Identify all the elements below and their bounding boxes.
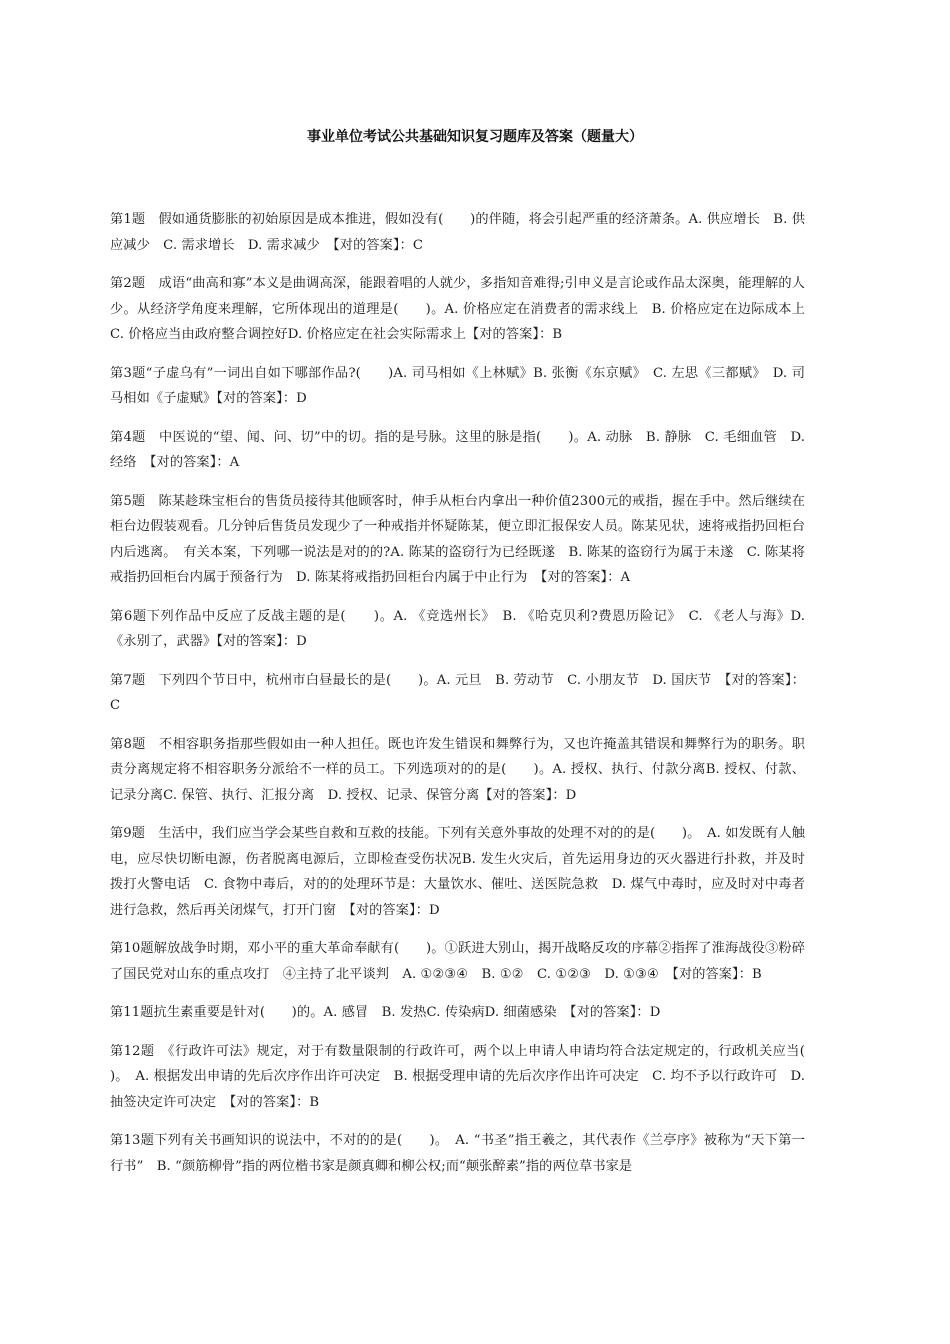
question-5: 第5题 陈某趁珠宝柜台的售货员接待其他顾客时，伸手从柜台内拿出一种价值2300元的戒指，握在手中。然后继续在柜台边假装观看。几分钟后售货员发现少了一种戒指并怀疑陈某，便立即汇报保安人员。陈某见状，速将戒指扔回柜台内后逃离。 有关本案，下列哪一说法是对的的?A. 陈某的盗窃行为已经既遂 B. 陈某的盗窃行为属于未遂 C. 陈某将戒指扔回柜台内属于预备行为 D. 陈某将戒指扔回柜台内属于中止行为 【对的答案】：A bbox=[110, 493, 805, 585]
question-10: 第10题解放战争时期，邓小平的重大革命奉献有( )。①跃进大别山，揭开战略反攻的序幕②指挥了淮海战役③粉碎了国民党对山东的重点攻打 ④主持了北平谈判 A. ①②③④ B. ①② C. ①②③ D. ①③④ 【对的答案】：B bbox=[110, 941, 805, 982]
question-4: 第4题 中医说的“望、闻、问、切”中的切。指的是号脉。这里的脉是指( )。A. 动脉 B. 静脉 C. 毛细血管 D. 经络 【对的答案】：A bbox=[110, 429, 805, 470]
question-7: 第7题 下列四个节日中，杭州市白昼最长的是( )。A. 元旦 B. 劳动节 C. 小朋友节 D. 国庆节 【对的答案】：C bbox=[110, 672, 805, 713]
question-6: 第6题下列作品中反应了反战主题的是( )。A. 《竞选州长》 B. 《哈克贝利?费恩历险记》 C. 《老人与海》D. 《永别了，武器》【对的答案】：D bbox=[110, 608, 805, 649]
document-title: 事业单位考试公共基础知识复习题库及答案（题量大） bbox=[307, 129, 643, 145]
question-2: 第2题 成语“曲高和寡”本义是曲调高深，能跟着唱的人就少，多指知音难得;引申义是言论或作品太深奥，能理解的人少。从经济学角度来理解，它所体现出的道理是( )。A. 价格应定在消费者的需求线上 B. 价格应定在边际成本上C. 价格应当由政府整合调控好D. 价格应定在社会实际需求上【对的答案】：B bbox=[110, 276, 805, 342]
question-13: 第13题下列有关书画知识的说法中，不对的的是( )。 A. “书圣”指王羲之，其代表作《兰亭序》被称为“天下第一行书” B. “颜筋柳骨”指的两位楷书家是颜真卿和柳公权;而“颠张醉素”指的两位草书家是 bbox=[110, 1133, 805, 1174]
question-9: 第9题 生活中，我们应当学会某些自救和互救的技能。下列有关意外事故的处理不对的的是( )。 A. 如发既有人触电，应尽快切断电源，伤者脱离电源后，立即检查受伤状况B. 发生火灾后，首先运用身边的灭火器进行扑救，并及时拨打火警电话 C. 食物中毒后，对的的处理环节是：大量饮水、催吐、送医院急救 D. 煤气中毒时，应及时对中毒者进行急救，然后再关闭煤气，打开门窗 【对的答案】：D bbox=[110, 826, 805, 918]
question-3: 第3题“子虚乌有”一词出自如下哪部作品?( )A. 司马相如《上林赋》B. 张衡《东京赋》 C. 左思《三都赋》 D. 司马相如《子虚赋》【对的答案】：D bbox=[110, 365, 805, 406]
question-8: 第8题 不相容职务指那些假如由一种人担任。既也许发生错误和舞弊行为，又也许掩盖其错误和舞弊行为的职务。职责分离规定将不相容职务分派给不一样的员工。下列选项对的的是( )。A. 授权、执行、付款分离B. 授权、付款、记录分离C. 保管、执行、汇报分离 D. 授权、记录、保管分离【对的答案】：D bbox=[110, 736, 805, 803]
question-11: 第11题抗生素重要是针对( )的。A. 感冒 B. 发热C. 传染病D. 细菌感染 【对的答案】：D bbox=[110, 1005, 661, 1020]
question-list bbox=[110, 207, 832, 1192]
question-1: 第1题 假如通货膨胀的初始原因是成本推进，假如没有( )的伴随，将会引起严重的经济萧条。A. 供应增长 B. 供应减少 C. 需求增长 D. 需求减少 【对的答案】：C bbox=[110, 212, 805, 253]
question-12: 第12题 《行政许可法》规定，对于有数量限制的行政许可，两个以上申请人申请均符合法定规定的，行政机关应当( )。 A. 根据发出申请的先后次序作出许可决定 B. 根据受理申请的先后次序作出许可决定 C. 均不予以行政许可 D. 抽签决定许可决定 【对的答案】：B bbox=[110, 1043, 832, 1110]
